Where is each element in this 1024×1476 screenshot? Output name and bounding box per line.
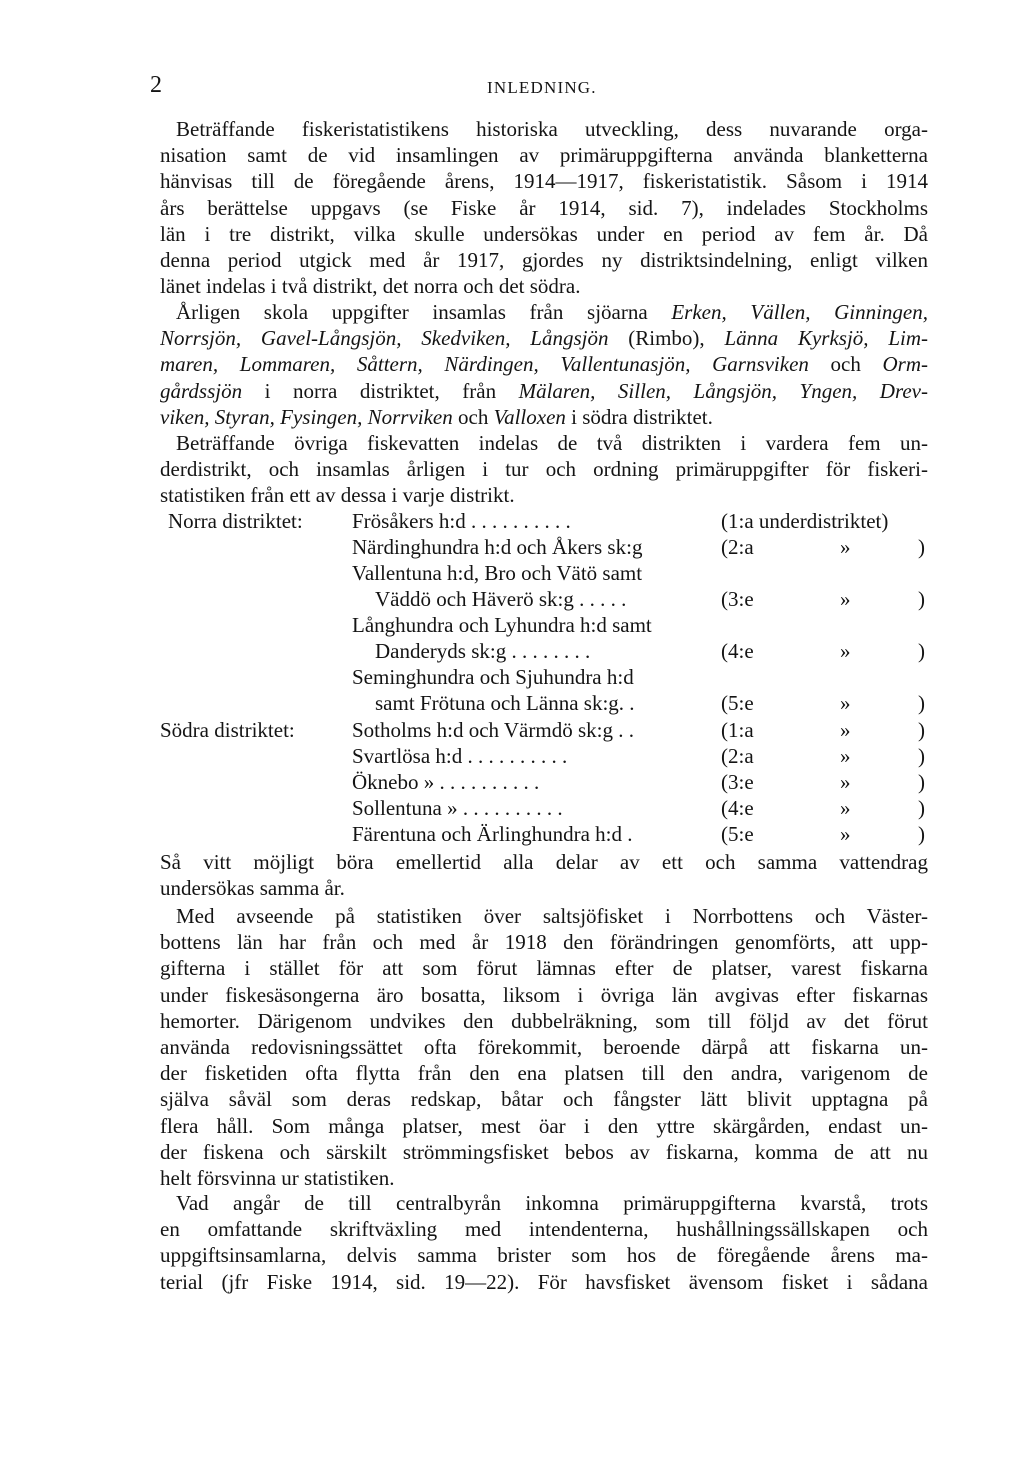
- text-line: Beträffande fiskeristatistikens historiska utveckling, dess nuvarande orga-: [176, 117, 928, 141]
- subdistrict-name: Danderyds sk:g . . . . . . . .: [375, 639, 591, 663]
- subdistrict-name: Sollentuna » . . . . . . . . . .: [352, 796, 563, 820]
- paragraph-other-waters: [160, 430, 928, 509]
- subdistrict-name: samt Frötuna och Länna sk:g. .: [375, 691, 635, 715]
- text-line: Vad angår de till centralbyrån inkomna primäruppgifterna kvarstå, trots: [176, 1191, 928, 1215]
- ditto-mark: »: [840, 718, 851, 742]
- subdistrict-name: Närdinghundra h:d och Åkers sk:g: [352, 535, 643, 559]
- subdistrict-name: Svartlösa h:d . . . . . . . . . .: [352, 744, 568, 768]
- south-district-label: Södra distriktet:: [160, 718, 295, 742]
- text-run: och: [808, 352, 883, 377]
- closing-paren: ): [918, 691, 925, 715]
- subdistrict-number: (1:a: [721, 718, 754, 742]
- text-line: länet indelas i två distrikt, det norra och det södra.: [160, 274, 581, 299]
- text-line: der fiskena och särskilt strömmingsfisket bebos av fiskarna, komma de att nu: [160, 1139, 928, 1164]
- paragraph-same-waterway: [160, 849, 928, 901]
- subdistrict-number: (2:a: [721, 535, 754, 559]
- district-row: [160, 770, 930, 796]
- closing-paren: ): [918, 796, 925, 820]
- text-line: flera håll. Som många platser, mest öar i den yttre skärgården, endast un-: [160, 1113, 928, 1138]
- district-row: [160, 587, 930, 613]
- ditto-mark: »: [840, 639, 851, 663]
- text-line: uppgiftsinsamlarna, delvis samma brister som hos de föregående årens ma-: [160, 1243, 928, 1268]
- subdistrict-number: (5:e: [721, 691, 754, 715]
- lake-names: viken, Styran, Fysingen, Norrviken: [160, 404, 453, 429]
- text-line: helt försvinna ur statistiken.: [160, 1165, 395, 1190]
- text-line: själva såväl som deras redskap, båtar och fångster lätt blivit upptagna på: [160, 1087, 928, 1112]
- subdistrict-name: Väddö och Häverö sk:g . . . . .: [375, 587, 627, 611]
- ditto-mark: »: [840, 796, 851, 820]
- closing-paren: ): [918, 718, 925, 742]
- closing-paren: ): [918, 535, 925, 559]
- text-line: använda redovisningssättet ofta förekommit, beroende därpå att fiskarna un-: [160, 1034, 928, 1059]
- text-line: nisation samt de vid insamlingen av primäruppgifterna använda blanketterna: [160, 143, 928, 168]
- subdistrict-number: (1:a underdistriktet): [721, 509, 889, 533]
- subdistrict-name: Frösåkers h:d . . . . . . . . . .: [352, 509, 571, 533]
- text-run: i södra distriktet.: [565, 404, 713, 429]
- text-line: Så vitt möjligt böra emellertid alla delar av ett och samma vattendrag: [160, 850, 928, 874]
- ditto-mark: »: [840, 691, 851, 715]
- subdistrict-number: (3:e: [721, 587, 754, 611]
- district-row: [160, 796, 930, 822]
- lake-names: Orm-: [882, 352, 928, 377]
- ditto-mark: »: [840, 587, 851, 611]
- text-line: [160, 325, 928, 351]
- north-district-label: Norra distriktet:: [168, 509, 303, 533]
- district-row: [160, 822, 930, 848]
- subdistrict-name: Långhundra och Lyhundra h:d samt: [352, 613, 652, 637]
- lake-names: Norrsjön, Gavel-Långsjön, Skedviken, Långsjön: [160, 326, 609, 351]
- text-line: års berättelse uppgavs (se Fiske år 1914, sid. 7), indelades Stockholms: [160, 195, 928, 220]
- text-line: [160, 378, 928, 404]
- closing-paren: ): [918, 770, 925, 794]
- text-line: Beträffande övriga fiskevatten indelas de två distrikten i vardera fem un-: [176, 431, 928, 455]
- lake-names: Länna Kyrksjö, Lim-: [724, 326, 928, 351]
- subdistrict-number: (4:e: [721, 796, 754, 820]
- closing-paren: ): [918, 822, 925, 846]
- paragraph-lakes: [160, 299, 928, 430]
- lake-names: Mälaren, Sillen, Långsjön, Yngen, Drev-: [518, 378, 928, 403]
- district-row: [160, 639, 930, 665]
- district-row: [160, 718, 930, 744]
- ditto-mark: »: [840, 770, 851, 794]
- text-line: en omfattande skriftväxling med intendenterna, hushållningssällskapen och: [160, 1217, 928, 1242]
- text-run: Årligen skola uppgifter insamlas från sjöarna: [176, 300, 672, 324]
- district-row: [160, 691, 930, 717]
- lake-names: maren, Lommaren, Såttern, Närdingen, Vallentunasjön, Garnsviken: [160, 352, 809, 377]
- page-number: 2: [150, 72, 162, 98]
- text-line: derdistrikt, och insamlas årligen i tur och ordning primäruppgifter för fiskeri-: [160, 457, 928, 482]
- text-line: [160, 299, 928, 325]
- closing-paren: ): [918, 639, 925, 663]
- text-run: (Rimbo),: [608, 326, 725, 351]
- text-line: denna period utgick med år 1917, gjordes ny distriktsindelning, enligt vilken: [160, 247, 928, 272]
- subdistrict-name: Sotholms h:d och Värmdö sk:g . .: [352, 718, 634, 742]
- subdistrict-number: (3:e: [721, 770, 754, 794]
- text-line: under fiskesäsongerna äro bosatta, liksom i övriga län avgivas efter fiskarnas: [160, 982, 928, 1007]
- text-line: bottens län har från och med år 1918 den förändringen genomförts, att upp-: [160, 930, 928, 955]
- text-line: undersökas samma år.: [160, 876, 345, 901]
- district-row: [160, 665, 930, 691]
- subdistrict-number: (2:a: [721, 744, 754, 768]
- district-row: [160, 613, 930, 639]
- district-row: [160, 744, 930, 770]
- lake-names: gårdssjön: [160, 378, 243, 403]
- text-line: [160, 351, 928, 377]
- ditto-mark: »: [840, 744, 851, 768]
- lake-names: Valloxen: [493, 404, 566, 429]
- text-line: gifterna i stället för att som förut lämnas efter de platser, varest fiskarna: [160, 956, 928, 981]
- text-run: i norra distriktet, från: [242, 378, 519, 403]
- paragraph-fishery-history: [160, 116, 928, 299]
- subdistrict-number: (4:e: [721, 639, 754, 663]
- text-line: terial (jfr Fiske 1914, sid. 19—22). För havsfisket ävensom fisket i sådana: [160, 1269, 928, 1294]
- text-line: län i tre distrikt, vilka skulle undersökas under en period av fem år. Då: [160, 221, 928, 246]
- text-line: [160, 404, 928, 430]
- district-row: [160, 509, 930, 535]
- lake-names: Erken, Vällen, Ginningen,: [671, 300, 928, 324]
- running-title: INLEDNING.: [487, 78, 597, 97]
- subdistrict-name: Öknebo » . . . . . . . . . .: [352, 770, 540, 794]
- subdistrict-name: Vallentuna h:d, Bro och Vätö samt: [352, 561, 643, 585]
- text-line: hemorter. Därigenom undvikes den dubbelräkning, som till följd av det förut: [160, 1008, 928, 1033]
- text-line: statistiken från ett av dessa i varje distrikt.: [160, 483, 515, 508]
- subdistrict-number: (5:e: [721, 822, 754, 846]
- text-line: hänvisas till de föregående årens, 1914—1917, fiskeristatistik. Såsom i 1914: [160, 169, 928, 194]
- ditto-mark: »: [840, 535, 851, 559]
- district-row: [160, 561, 930, 587]
- subdistrict-name: Färentuna och Ärlinghundra h:d .: [352, 822, 633, 846]
- ditto-mark: »: [840, 822, 851, 846]
- district-row: [160, 535, 930, 561]
- text-line: Med avseende på statistiken över saltsjöfisket i Norrbottens och Väster-: [176, 904, 928, 928]
- text-run: och: [452, 404, 494, 429]
- paragraph-saltwater-fishing: [160, 903, 928, 1191]
- text-line: der fisketiden ofta flytta från den ena platsen till den andra, varigenom de: [160, 1061, 928, 1086]
- closing-paren: ): [918, 744, 925, 768]
- paragraph-primary-data: [160, 1190, 928, 1295]
- subdistrict-name: Seminghundra och Sjuhundra h:d: [352, 665, 634, 689]
- closing-paren: ): [918, 587, 925, 611]
